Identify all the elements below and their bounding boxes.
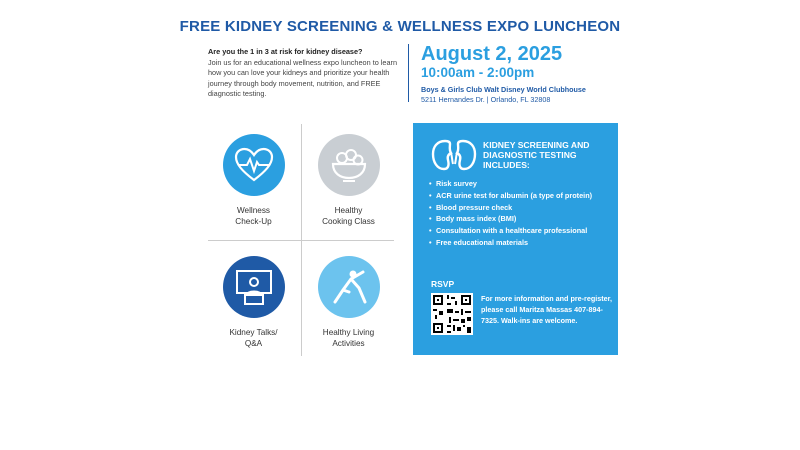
- intro-text: [208, 47, 398, 100]
- intro-body: Join us for an educational wellness expo luncheon to learn how you can love your kidneys and prioritize your health journey through body movement, nutrition, and FREE diagnostic testing.: [208, 57, 398, 98]
- event-venue: [421, 85, 621, 105]
- intro-question: Are you the 1 in 3 at risk for kidney disease?: [208, 47, 363, 56]
- list-item: • Risk survey: [429, 180, 609, 189]
- kidney-icon: [431, 138, 477, 177]
- header-divider: [408, 44, 409, 102]
- activity-cooking-class: [302, 134, 395, 227]
- rsvp-text: For more information and pre-register, please call Maritza Massas 407-894-7325. Walk-ins are welcome.: [481, 294, 612, 325]
- activity-label: Healthy Living Activities: [322, 328, 375, 348]
- event-date: August 2, 2025: [421, 43, 563, 65]
- activity-label: Wellness Check-Up: [235, 206, 272, 226]
- grid-divider-horizontal: [208, 240, 394, 241]
- activity-wellness-checkup: [207, 134, 300, 227]
- speaker-podium-icon: [223, 256, 285, 318]
- screening-heading: KIDNEY SCREENING AND DIAGNOSTIC TESTING INCLUDES:: [483, 140, 590, 170]
- yoga-pose-icon: [318, 256, 380, 318]
- activity-label: Healthy Cooking Class: [322, 206, 375, 226]
- list-item: • ACR urine test for albumin (a type of protein): [429, 192, 609, 201]
- list-item: • Consultation with a healthcare professional: [429, 227, 609, 236]
- screening-panel: [413, 123, 618, 355]
- venue-name: Boys & Girls Club Walt Disney World Clubhouse: [421, 85, 586, 94]
- heart-pulse-icon: [223, 134, 285, 196]
- screening-list: [429, 180, 609, 251]
- activity-healthy-living: [302, 256, 395, 349]
- rsvp-label: RSVP: [431, 279, 455, 289]
- venue-address: 5211 Hernandes Dr. | Orlando, FL 32808: [421, 95, 551, 104]
- event-time: 10:00am - 2:00pm: [421, 65, 535, 80]
- page-title: FREE KIDNEY SCREENING & WELLNESS EXPO LUNCHEON: [179, 18, 621, 35]
- qr-code-icon[interactable]: [431, 293, 473, 335]
- activity-label: Kidney Talks/ Q&A: [229, 328, 278, 348]
- list-item: • Blood pressure check: [429, 204, 609, 213]
- list-item: • Free educational materials: [429, 239, 609, 248]
- activity-kidney-talks: [207, 256, 300, 349]
- list-item: • Body mass index (BMI): [429, 215, 609, 224]
- salad-bowl-icon: [318, 134, 380, 196]
